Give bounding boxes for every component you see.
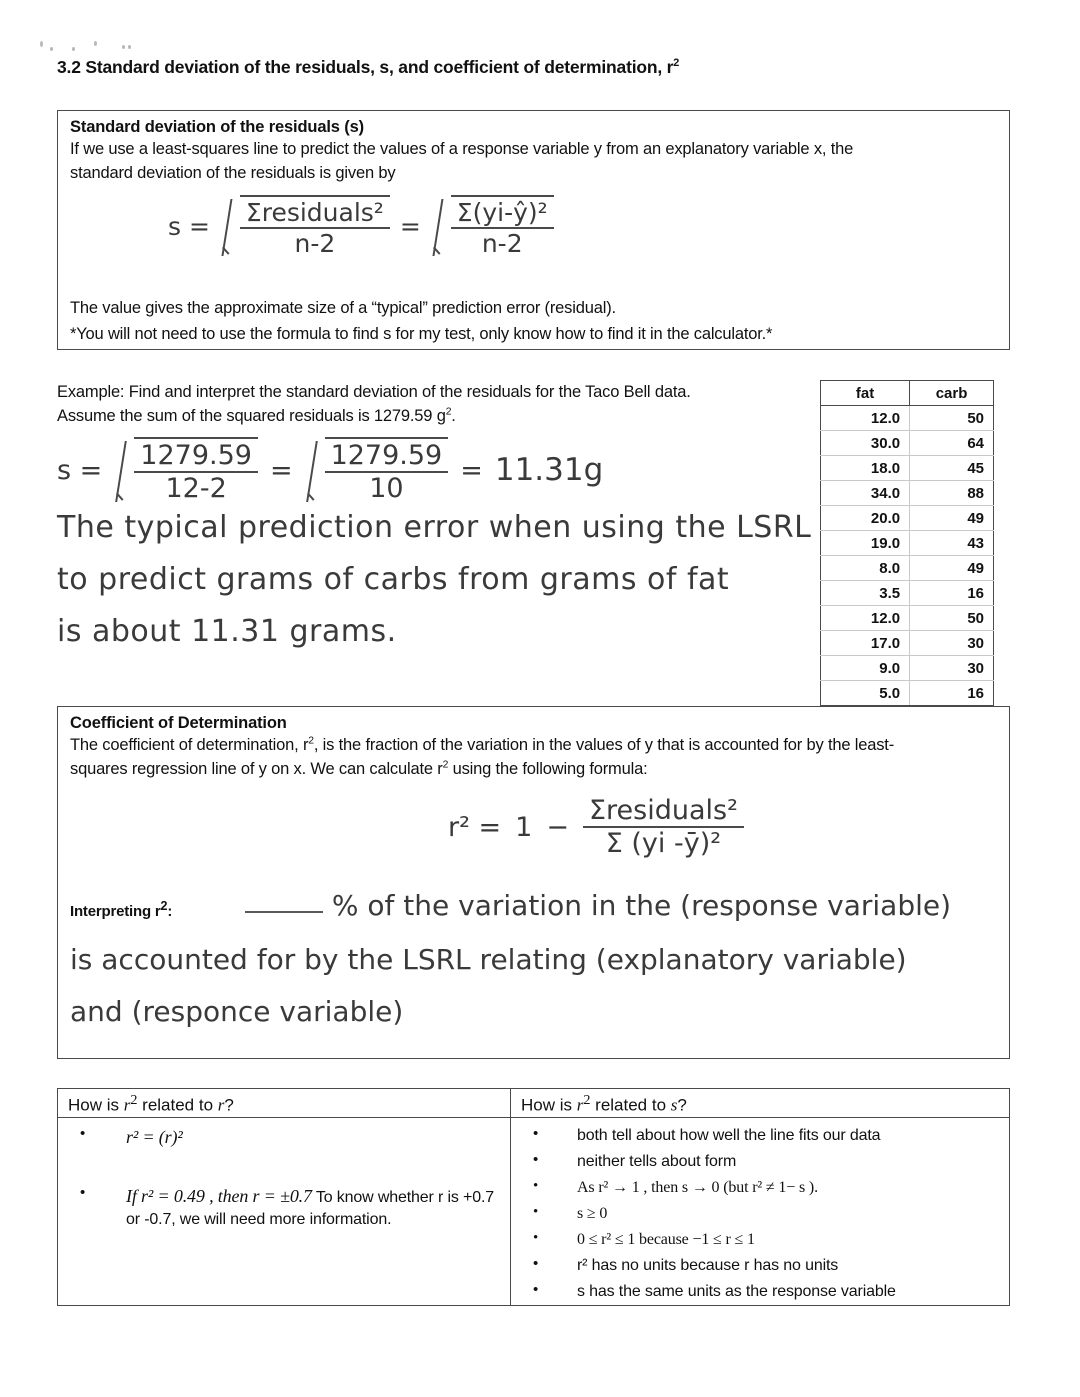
cell-carb: 16	[910, 681, 994, 706]
example-work-lhs: s =	[57, 454, 103, 486]
coeff-line-2-a: squares regression line of y on x. We can calculate r	[70, 759, 443, 778]
comparison-table	[57, 1088, 1010, 1306]
sd-formula-den-2: n-2	[451, 227, 554, 257]
table-row	[821, 631, 994, 656]
example-work-num-2: 1279.59	[330, 440, 443, 471]
comparison-body-right	[511, 1118, 1009, 1312]
table-header-row	[821, 381, 994, 406]
example-line-2	[57, 405, 807, 429]
cmp-left-item-0-math: r² = (r)²	[126, 1127, 183, 1147]
coeff-formula-one: 1	[515, 812, 533, 844]
page-title-superscript: 2	[673, 57, 680, 70]
coeff-line-1-sup: 2	[308, 735, 314, 747]
comparison-column-left	[58, 1089, 511, 1305]
column-header-fat: fat	[821, 381, 910, 406]
sd-line-1: If we use a least-squares line to predict the values of a response variable y from an explanatory variable x, the	[70, 140, 854, 158]
interpreting-label-b: :	[167, 903, 173, 920]
cell-fat: 12.0	[821, 606, 910, 631]
scan-speck	[122, 45, 125, 49]
cmp-left-head-sup: 2	[130, 1092, 138, 1108]
table-row	[821, 406, 994, 431]
cmp-left-item-1-text: To know whether r is +0.7 or -0.7, we will need more information.	[126, 1189, 495, 1229]
coeff-formula-numerator: Σresiduals²	[588, 795, 738, 826]
coeff-formula-denominator: Σ (yi -ȳ)²	[583, 826, 744, 858]
interpreting-hand-line-2: is accounted for by the LSRL relating (explanatory variable)	[70, 943, 907, 976]
cell-carb: 16	[910, 581, 994, 606]
interpreting-hand-text-1: % of the variation in the (response variable)	[331, 889, 952, 922]
cmp-right-head-s: s	[670, 1095, 678, 1115]
cell-fat: 8.0	[821, 556, 910, 581]
example-handwritten-work	[57, 437, 603, 504]
table-body	[821, 406, 994, 706]
table-row	[821, 581, 994, 606]
cell-carb: 88	[910, 481, 994, 506]
scan-speck	[128, 45, 131, 49]
cell-fat: 9.0	[821, 656, 910, 681]
example-line-2-suffix: .	[451, 406, 456, 425]
table-row	[821, 656, 994, 681]
table-row	[821, 456, 994, 481]
coeff-line-1	[70, 734, 995, 758]
sd-formula-radical-1	[220, 195, 390, 258]
sd-formula-num-2: Σ(yi-ŷ)²	[456, 198, 548, 227]
cell-carb: 64	[910, 431, 994, 456]
cmp-left-head-r: r	[217, 1095, 225, 1115]
cell-carb: 50	[910, 606, 994, 631]
cell-fat: 20.0	[821, 506, 910, 531]
coeff-line-1-a: The coefficient of determination, r	[70, 736, 309, 754]
list-item: • r² has no units because r has no units	[555, 1255, 1001, 1277]
table-row	[821, 481, 994, 506]
list-item: • As r² → 1 , then s → 0 (but r² ≠ 1− s ).	[555, 1177, 1001, 1199]
scan-speck	[40, 41, 43, 47]
scan-speck	[72, 47, 75, 51]
example-work-den-1: 12-2	[134, 471, 258, 503]
comparison-body-left	[58, 1118, 510, 1305]
coeff-line-1-b: , is the fraction of the variation in the values of y that is accounted for by the least-	[313, 736, 895, 754]
cell-fat: 3.5	[821, 581, 910, 606]
coeff-heading: Coefficient of Determination	[70, 714, 287, 732]
sd-formula-lhs: s =	[168, 211, 210, 241]
sd-formula-num-1: Σresiduals²	[245, 198, 384, 227]
coeff-line-2-sup: 2	[442, 759, 449, 771]
blank-fill-line[interactable]	[245, 911, 323, 913]
coeff-line-2	[70, 758, 995, 782]
coeff-formula-fraction	[583, 797, 744, 859]
example-work-radical-2	[305, 437, 449, 504]
list-item: • 0 ≤ r² ≤ 1 because −1 ≤ r ≤ 1	[555, 1229, 1001, 1251]
sd-formula-den-1: n-2	[240, 227, 390, 257]
page-title-text: 3.2 Standard deviation of the residuals, s, and coefficient of determination, r	[57, 57, 674, 77]
cell-fat: 18.0	[821, 456, 910, 481]
cmp-right-head-q: ?	[677, 1095, 687, 1115]
coeff-handwritten-formula	[448, 797, 744, 859]
comparison-column-right	[511, 1089, 1009, 1305]
cell-carb: 49	[910, 556, 994, 581]
comparison-header-right	[511, 1089, 1009, 1118]
sd-heading: Standard deviation of the residuals (s)	[70, 118, 364, 136]
list-item	[102, 1125, 502, 1150]
example-work-radical-1	[114, 437, 258, 504]
list-item: • s ≥ 0	[555, 1203, 1001, 1225]
cell-fat: 34.0	[821, 481, 910, 506]
cmp-right-head-a: How is	[521, 1095, 577, 1115]
cell-carb: 50	[910, 406, 994, 431]
coeff-line-2-b: using the following formula:	[448, 759, 648, 778]
example-work-num-1: 1279.59	[140, 440, 252, 471]
example-work-equals-2: =	[460, 454, 483, 486]
cell-carb: 43	[910, 531, 994, 556]
comparison-header-left	[58, 1089, 510, 1118]
scan-speck	[50, 47, 53, 51]
list-item: • neither tells about form	[555, 1151, 1001, 1173]
cell-fat: 5.0	[821, 681, 910, 706]
table-row	[821, 681, 994, 706]
cmp-right-head-r2: r	[576, 1095, 584, 1115]
interpreting-r2-label	[70, 899, 172, 920]
table-row	[821, 606, 994, 631]
example-interpretation-line-2: to predict grams of carbs from grams of fat	[57, 562, 730, 597]
interpreting-label-sup: 2	[160, 899, 168, 913]
sd-note-1: The value gives the approximate size of a “typical” prediction error (residual).	[70, 299, 616, 317]
cmp-left-head-a: How is	[68, 1095, 124, 1115]
cell-fat: 17.0	[821, 631, 910, 656]
sd-formula-radical-2	[431, 195, 554, 258]
example-work-equals-1: =	[269, 454, 293, 486]
example-interpretation-line-3: is about 11.31 grams.	[57, 614, 397, 649]
table-row	[821, 556, 994, 581]
cell-carb: 45	[910, 456, 994, 481]
example-line-2-prefix: Assume the sum of the squared residuals is 1279.59 g	[57, 406, 446, 425]
cell-fat: 19.0	[821, 531, 910, 556]
scan-speck	[94, 41, 97, 46]
taco-bell-data-table	[820, 380, 994, 706]
example-interpretation-line-1: The typical prediction error when using the LSRL	[57, 510, 812, 545]
cell-carb: 49	[910, 506, 994, 531]
table-row	[821, 431, 994, 456]
interpreting-label-a: Interpreting r	[70, 903, 161, 920]
cmp-left-head-q: ?	[224, 1095, 234, 1115]
cell-carb: 30	[910, 656, 994, 681]
sd-note-2: *You will not need to use the formula to find s for my test, only know how to find it in the calculator.*	[70, 325, 773, 343]
cmp-right-head-b: related to	[590, 1095, 671, 1115]
example-line-1: Example: Find and interpret the standard deviation of the residuals for the Taco Bell data.	[57, 383, 691, 401]
cmp-left-head-r2: r	[123, 1095, 131, 1115]
cell-carb: 30	[910, 631, 994, 656]
table-row	[821, 531, 994, 556]
page-title	[57, 57, 679, 78]
cell-fat: 30.0	[821, 431, 910, 456]
coeff-formula-minus: −	[546, 812, 569, 844]
example-work-result: 11.31g	[494, 452, 604, 489]
standard-deviation-box	[57, 110, 1010, 350]
coeff-formula-lhs: r² =	[448, 812, 502, 844]
sd-formula-equals: =	[399, 211, 421, 241]
cmp-right-head-sup: 2	[583, 1092, 591, 1108]
cmp-left-item-1-math: If r² = 0.49 , then r = ±0.7	[126, 1186, 312, 1207]
example-section	[57, 381, 807, 429]
list-item: • s has the same units as the response variable	[555, 1281, 1001, 1303]
interpreting-hand-line-3: and (responce variable)	[70, 995, 404, 1028]
sd-handwritten-formula	[168, 195, 554, 258]
column-header-carb: carb	[910, 381, 994, 406]
list-item: • both tell about how well the line fits our data	[555, 1125, 1001, 1147]
coefficient-determination-box	[57, 706, 1010, 1059]
interpreting-hand-line-1	[245, 889, 951, 922]
cell-fat: 12.0	[821, 406, 910, 431]
example-work-den-2: 10	[325, 471, 449, 503]
example-line-2-superscript: 2	[445, 406, 452, 418]
list-item	[102, 1184, 502, 1231]
cmp-left-head-b: related to	[137, 1095, 218, 1115]
sd-line-2: standard deviation of the residuals is given by	[70, 163, 396, 182]
table-row	[821, 506, 994, 531]
